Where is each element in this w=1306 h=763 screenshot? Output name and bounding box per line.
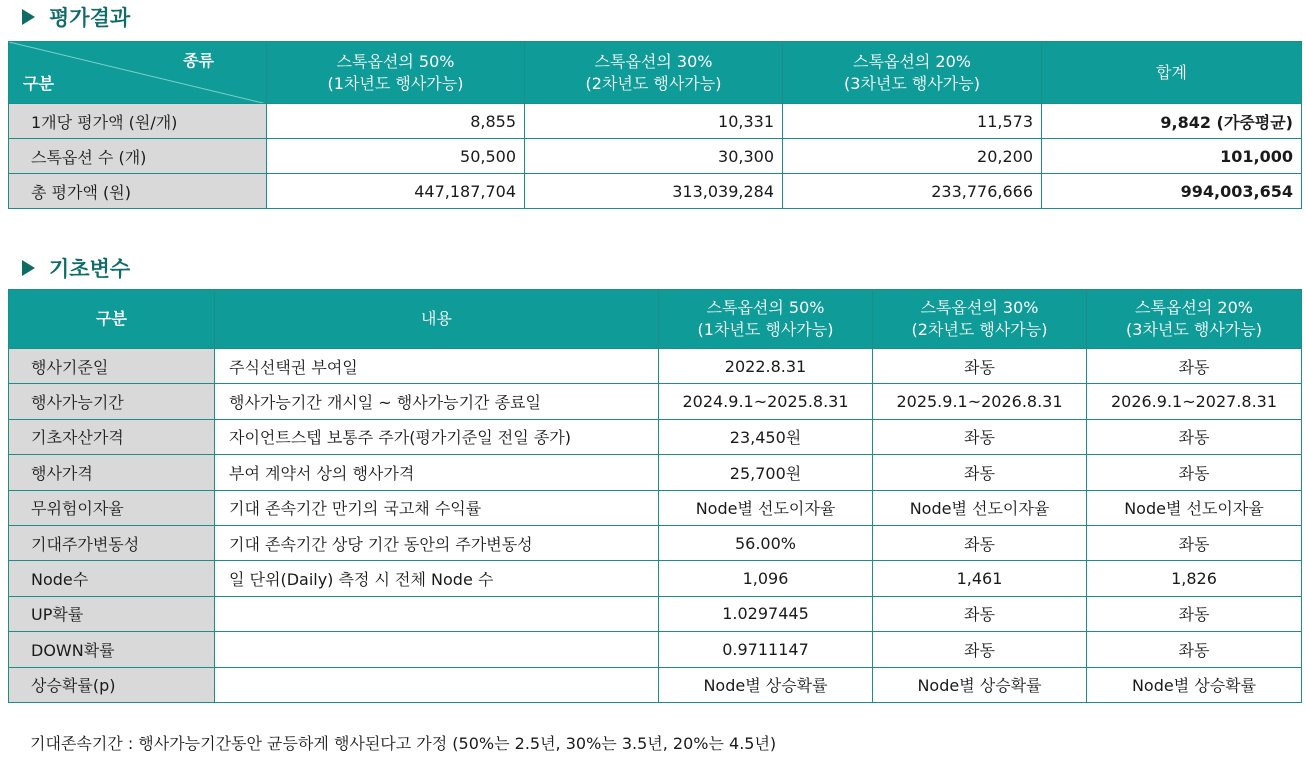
row-label: 무위험이자율 xyxy=(9,490,215,525)
table-cell: Node별 상승확률 xyxy=(659,667,873,702)
table-cell: 좌동 xyxy=(1087,349,1302,384)
col-header-line2: (1차년도 행사가능) xyxy=(327,73,464,93)
table-cell: 좌동 xyxy=(873,419,1087,454)
table-cell: 좌동 xyxy=(1087,419,1302,454)
col-header-line1: 스톡옵션의 30% xyxy=(920,298,1039,317)
table-row xyxy=(9,419,1302,454)
table-cell: 2025.9.1~2026.8.31 xyxy=(873,384,1087,419)
section-title-text: 기초변수 xyxy=(49,257,131,281)
triangle-bullet-icon xyxy=(22,9,35,25)
table-row xyxy=(9,174,1302,209)
description-cell xyxy=(215,596,659,631)
col-header-line1: 스톡옵션의 50% xyxy=(706,298,825,317)
row-label: 상승확률(p) xyxy=(9,667,215,702)
col-header-line1: 스톡옵션의 20% xyxy=(1135,298,1253,317)
table-cell: 20,200 xyxy=(783,139,1042,174)
table-cell: 좌동 xyxy=(873,525,1087,560)
footnote: 기대존속기간 : 행사가능기간동안 균등하게 행사된다고 가정 (50%는 2.5년, 30%는 3.5년, 20%는 4.5년) xyxy=(30,734,777,753)
table-cell: 좌동 xyxy=(873,455,1087,490)
total-cell: 101,000 xyxy=(1042,139,1302,174)
row-label: Node수 xyxy=(9,561,215,596)
table-cell: 313,039,284 xyxy=(525,174,783,209)
table-cell: 좌동 xyxy=(1087,632,1302,667)
row-label: 기대주가변동성 xyxy=(9,525,215,560)
description-cell: 행사가능기간 개시일 ~ 행사가능기간 종료일 xyxy=(215,384,659,419)
table-row xyxy=(9,455,1302,490)
col-header-line2: (2차년도 행사가능) xyxy=(911,320,1048,339)
row-label: 스톡옵션 수 (개) xyxy=(9,139,267,174)
description-cell xyxy=(215,667,659,702)
table-cell: 좌동 xyxy=(1087,525,1302,560)
col-header-content: 내용 xyxy=(215,290,659,349)
table-cell: 2026.9.1~2027.8.31 xyxy=(1087,384,1302,419)
corner-header-bottom: 구분 xyxy=(23,74,54,93)
table-cell: Node별 선도이자율 xyxy=(1087,490,1302,525)
table-header-row xyxy=(9,42,1302,104)
table-cell: 233,776,666 xyxy=(783,174,1042,209)
table-cell: Node별 상승확률 xyxy=(1087,667,1302,702)
table-cell: Node별 상승확률 xyxy=(873,667,1087,702)
col-header-category: 구분 xyxy=(9,290,215,349)
table-cell: 좌동 xyxy=(873,349,1087,384)
table-body xyxy=(9,349,1302,703)
corner-header-cell xyxy=(9,42,267,104)
evaluation-result-table xyxy=(8,41,1302,209)
table-cell: 1,096 xyxy=(659,561,873,596)
col-header-line1: 스톡옵션의 30% xyxy=(594,51,713,71)
total-cell: 9,842 (가중평균) xyxy=(1042,104,1302,139)
table-row xyxy=(9,104,1302,139)
col-header-option-20 xyxy=(1087,290,1302,349)
col-header-total: 합계 xyxy=(1042,42,1302,104)
row-label: UP확률 xyxy=(9,596,215,631)
table-row xyxy=(9,596,1302,631)
section-title-text: 평가결과 xyxy=(49,6,131,30)
description-cell: 일 단위(Daily) 측정 시 전체 Node 수 xyxy=(215,561,659,596)
table-row xyxy=(9,667,1302,702)
table-cell: 1.0297445 xyxy=(659,596,873,631)
total-cell: 994,003,654 xyxy=(1042,174,1302,209)
table-row xyxy=(9,632,1302,667)
section-title-evaluation xyxy=(10,1,130,33)
table-cell: 2022.8.31 xyxy=(659,349,873,384)
section-title-base-variables xyxy=(10,252,130,284)
table-cell: 447,187,704 xyxy=(267,174,525,209)
description-cell: 주식선택권 부여일 xyxy=(215,349,659,384)
table-row xyxy=(9,525,1302,560)
col-header-line2: (3차년도 행사가능) xyxy=(844,73,980,93)
triangle-bullet-icon xyxy=(22,260,35,276)
table-cell: 30,300 xyxy=(525,139,783,174)
row-label: 기초자산가격 xyxy=(9,419,215,454)
table-cell: 1,461 xyxy=(873,561,1087,596)
row-label: 총 평가액 (원) xyxy=(9,174,267,209)
table-cell: 8,855 xyxy=(267,104,525,139)
col-header-option-30 xyxy=(525,42,783,104)
table-cell: 1,826 xyxy=(1087,561,1302,596)
col-header-line2: (2차년도 행사가능) xyxy=(585,73,722,93)
base-variables-table xyxy=(8,289,1302,703)
col-header-option-50 xyxy=(267,42,525,104)
table-row xyxy=(9,349,1302,384)
table-cell: 50,500 xyxy=(267,139,525,174)
table-row xyxy=(9,139,1302,174)
col-header-option-20 xyxy=(783,42,1042,104)
col-header-option-30 xyxy=(873,290,1087,349)
table-cell: 좌동 xyxy=(873,632,1087,667)
description-cell xyxy=(215,632,659,667)
table-cell: 좌동 xyxy=(873,596,1087,631)
table-cell: 10,331 xyxy=(525,104,783,139)
table-cell: 좌동 xyxy=(1087,596,1302,631)
row-label: 행사가격 xyxy=(9,455,215,490)
table-cell: 11,573 xyxy=(783,104,1042,139)
table-cell: 56.00% xyxy=(659,525,873,560)
col-header-line1: 스톡옵션의 20% xyxy=(853,51,971,71)
row-label: 1개당 평가액 (원/개) xyxy=(9,104,267,139)
row-label: 행사기준일 xyxy=(9,349,215,384)
description-cell: 자이언트스텝 보통주 주가(평가기준일 전일 종가) xyxy=(215,419,659,454)
col-header-line2: (3차년도 행사가능) xyxy=(1126,320,1262,339)
col-header-line2: (1차년도 행사가능) xyxy=(697,320,834,339)
corner-header-top: 종류 xyxy=(183,51,214,70)
table-cell: 23,450원 xyxy=(659,419,873,454)
description-cell: 기대 존속기간 상당 기간 동안의 주가변동성 xyxy=(215,525,659,560)
table-row xyxy=(9,490,1302,525)
table-cell: 2024.9.1~2025.8.31 xyxy=(659,384,873,419)
table-header-row xyxy=(9,290,1302,349)
table-row xyxy=(9,561,1302,596)
table-row xyxy=(9,384,1302,419)
table-cell: 좌동 xyxy=(1087,455,1302,490)
table-cell: Node별 선도이자율 xyxy=(873,490,1087,525)
row-label: 행사가능기간 xyxy=(9,384,215,419)
table-cell: 0.9711147 xyxy=(659,632,873,667)
table-cell: Node별 선도이자율 xyxy=(659,490,873,525)
col-header-line1: 스톡옵션의 50% xyxy=(336,51,455,71)
description-cell: 부여 계약서 상의 행사가격 xyxy=(215,455,659,490)
table-cell: 25,700원 xyxy=(659,455,873,490)
row-label: DOWN확률 xyxy=(9,632,215,667)
description-cell: 기대 존속기간 만기의 국고채 수익률 xyxy=(215,490,659,525)
col-header-option-50 xyxy=(659,290,873,349)
